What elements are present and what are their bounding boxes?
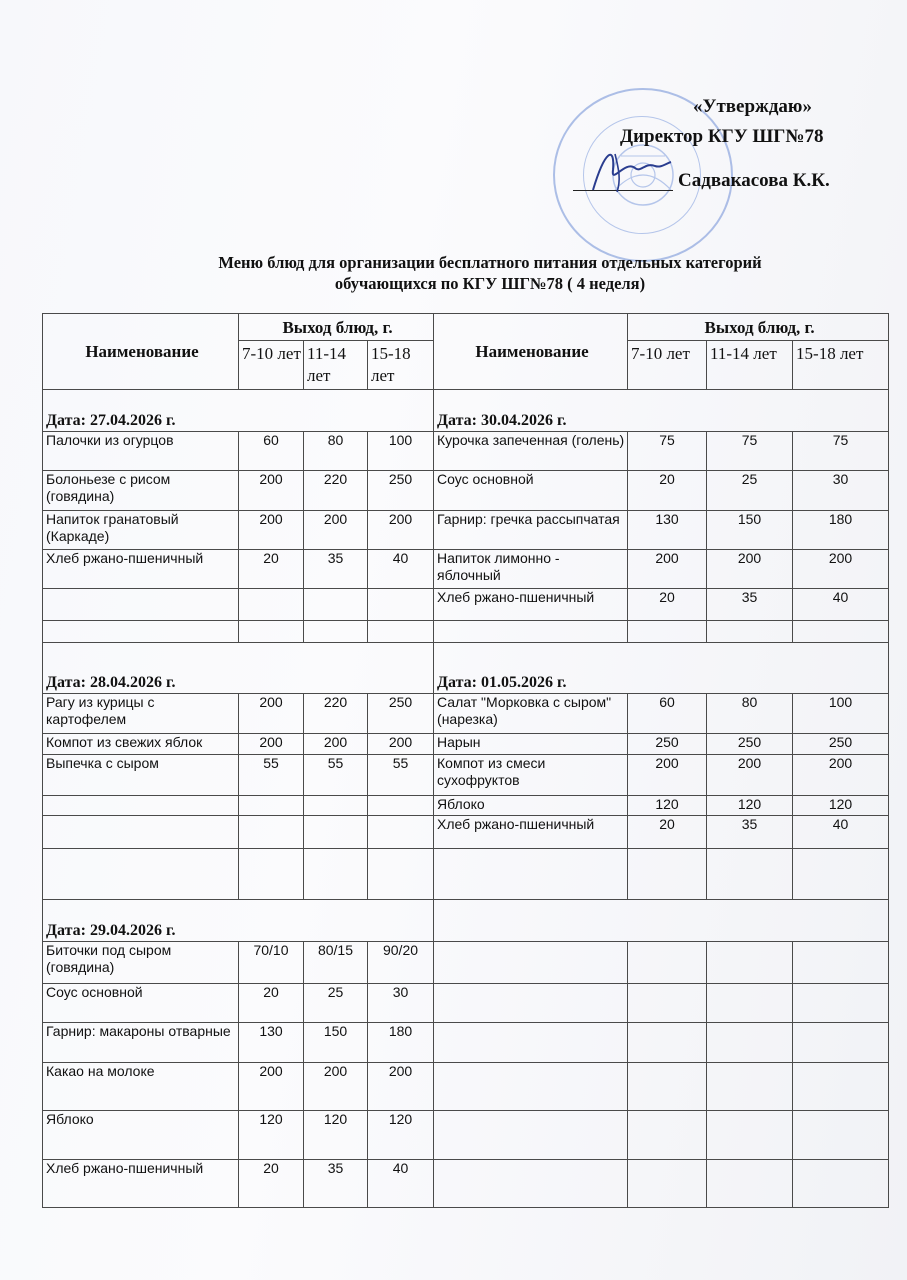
portion-11-14: 200 [304,1062,368,1110]
portion-7-10: 70/10 [239,941,304,983]
dish-name: Какао на молоке [43,1062,239,1110]
menu-row-empty [43,849,889,900]
portion-11-14 [304,815,368,848]
menu-row [43,984,889,1023]
portion-7-10: 200 [239,693,304,733]
menu-row [43,510,889,549]
header-row [43,314,889,341]
menu-row [43,795,889,815]
approval-heading: «Утверждаю» [693,96,812,117]
page-title [150,252,830,294]
portion-15-18: 40 [793,815,889,848]
portion-7-10 [239,815,304,848]
date-row [43,900,889,941]
menu-row [43,1160,889,1208]
portion-15-18: 120 [368,1111,434,1160]
header-age-11-14: 11-14 лет [707,341,793,389]
dish-name: Соус основной [43,984,239,1023]
menu-row [43,1023,889,1062]
date-label: Дата: 30.04.2026 г. [434,389,889,431]
dish-name: Напиток гранатовый (Каркаде) [43,510,239,549]
menu-row [43,589,889,621]
dish-name: Хлеб ржано-пшеничный [434,815,628,848]
portion-15-18: 100 [793,693,889,733]
portion-11-14: 120 [304,1111,368,1160]
portion-11-14: 35 [707,815,793,848]
portion-11-14: 25 [707,471,793,510]
portion-11-14 [304,795,368,815]
portion-11-14: 80 [304,431,368,470]
portion-7-10: 200 [239,734,304,755]
title-line-1: Меню блюд для организации бесплатного питания отдельных категорий [218,253,762,272]
approval-position: Директор КГУ ШГ№78 [620,126,824,147]
portion-11-14: 35 [304,549,368,588]
portion-11-14: 200 [707,549,793,588]
header-name-left: Наименование [43,314,239,390]
dish-name: Нарын [434,734,628,755]
portion-15-18: 30 [368,984,434,1023]
dish-name: Салат "Морковка с сыром" (нарезка) [434,693,628,733]
dish-name: Гарнир: макароны отварные [43,1023,239,1062]
portion-7-10: 20 [628,815,707,848]
portion-7-10: 55 [239,755,304,795]
portion-11-14: 55 [304,755,368,795]
menu-row-empty [43,621,889,642]
portion-15-18: 75 [793,431,889,470]
portion-15-18: 40 [368,549,434,588]
portion-15-18: 100 [368,431,434,470]
portion-11-14: 35 [707,589,793,621]
menu-row [43,755,889,795]
portion-11-14: 200 [304,510,368,549]
date-row [43,389,889,431]
portion-7-10: 120 [239,1111,304,1160]
dish-name: Компот из свежих яблок [43,734,239,755]
dish-name [43,815,239,848]
menu-row [43,471,889,510]
portion-15-18: 250 [368,693,434,733]
portion-7-10: 130 [628,510,707,549]
dish-name: Соус основной [434,471,628,510]
portion-15-18: 200 [793,549,889,588]
portion-11-14: 80 [707,693,793,733]
portion-7-10: 200 [239,510,304,549]
portion-7-10: 200 [628,755,707,795]
portion-11-14: 35 [304,1160,368,1208]
title-line-2: обучающихся по КГУ ШГ№78 ( 4 неделя) [334,274,646,293]
portion-15-18: 200 [368,734,434,755]
portion-11-14: 80/15 [304,941,368,983]
dish-name: Биточки под сыром (говядина) [43,941,239,983]
menu-row [43,431,889,470]
approval-signer: Садвакасова К.К. [678,170,830,191]
portion-7-10: 120 [628,795,707,815]
dish-name: Яблоко [43,1111,239,1160]
menu-row [43,734,889,755]
portion-11-14: 200 [707,755,793,795]
portion-7-10: 60 [628,693,707,733]
dish-name: Курочка запеченная (голень) [434,431,628,470]
portion-7-10: 250 [628,734,707,755]
portion-7-10: 20 [239,1160,304,1208]
portion-11-14: 250 [707,734,793,755]
portion-15-18: 250 [793,734,889,755]
menu-row [43,693,889,733]
portion-15-18: 200 [368,510,434,549]
portion-15-18: 250 [368,471,434,510]
date-label: Дата: 27.04.2026 г. [43,389,434,431]
portion-15-18: 200 [368,1062,434,1110]
dish-name: Болоньезе с рисом (говядина) [43,471,239,510]
header-name-right: Наименование [434,314,628,390]
dish-name: Компот из смеси сухофруктов [434,755,628,795]
portion-7-10: 200 [628,549,707,588]
date-label: Дата: 28.04.2026 г. [43,642,434,693]
menu-row [43,815,889,848]
portion-11-14: 120 [707,795,793,815]
portion-11-14: 150 [707,510,793,549]
portion-11-14 [304,589,368,621]
portion-7-10: 20 [239,549,304,588]
header-output-left: Выход блюд, г. [239,314,434,341]
header-age-15-18: 15-18 лет [793,341,889,389]
portion-15-18: 180 [368,1023,434,1062]
dish-name: Хлеб ржано-пшеничный [43,549,239,588]
portion-7-10: 130 [239,1023,304,1062]
menu-row [43,1062,889,1110]
header-age-15-18: 15-18 лет [368,341,434,389]
dish-name: Хлеб ржано-пшеничный [43,1160,239,1208]
portion-15-18 [368,815,434,848]
portion-7-10: 200 [239,1062,304,1110]
portion-15-18: 30 [793,471,889,510]
portion-15-18 [368,589,434,621]
portion-7-10: 20 [628,589,707,621]
portion-15-18 [368,795,434,815]
dish-name: Хлеб ржано-пшеничный [434,589,628,621]
header-age-7-10: 7-10 лет [628,341,707,389]
portion-11-14: 150 [304,1023,368,1062]
portion-7-10: 60 [239,431,304,470]
portion-15-18: 40 [793,589,889,621]
header-output-right: Выход блюд, г. [628,314,889,341]
dish-name: Яблоко [434,795,628,815]
date-row [43,642,889,693]
dish-name: Рагу из курицы с картофелем [43,693,239,733]
portion-7-10 [239,795,304,815]
dish-name [43,589,239,621]
portion-11-14: 220 [304,471,368,510]
date-label: Дата: 29.04.2026 г. [43,900,434,941]
dish-name: Выпечка с сыром [43,755,239,795]
portion-7-10: 75 [628,431,707,470]
dish-name: Напиток лимонно - яблочный [434,549,628,588]
dish-name: Палочки из огурцов [43,431,239,470]
portion-15-18: 90/20 [368,941,434,983]
dish-name [43,795,239,815]
header-age-11-14: 11-14 лет [304,341,368,389]
portion-15-18: 55 [368,755,434,795]
portion-15-18: 200 [793,755,889,795]
portion-11-14: 75 [707,431,793,470]
date-label: Дата: 01.05.2026 г. [434,642,889,693]
portion-15-18: 40 [368,1160,434,1208]
portion-7-10: 20 [239,984,304,1023]
portion-11-14: 220 [304,693,368,733]
menu-row [43,941,889,983]
portion-11-14: 200 [304,734,368,755]
portion-11-14: 25 [304,984,368,1023]
header-age-7-10: 7-10 лет [239,341,304,389]
dish-name: Гарнир: гречка рассыпчатая [434,510,628,549]
portion-7-10 [239,589,304,621]
menu-row [43,1111,889,1160]
portion-15-18: 120 [793,795,889,815]
menu-row [43,549,889,588]
portion-15-18: 180 [793,510,889,549]
portion-7-10: 20 [628,471,707,510]
portion-7-10: 200 [239,471,304,510]
menu-table [42,313,889,1208]
